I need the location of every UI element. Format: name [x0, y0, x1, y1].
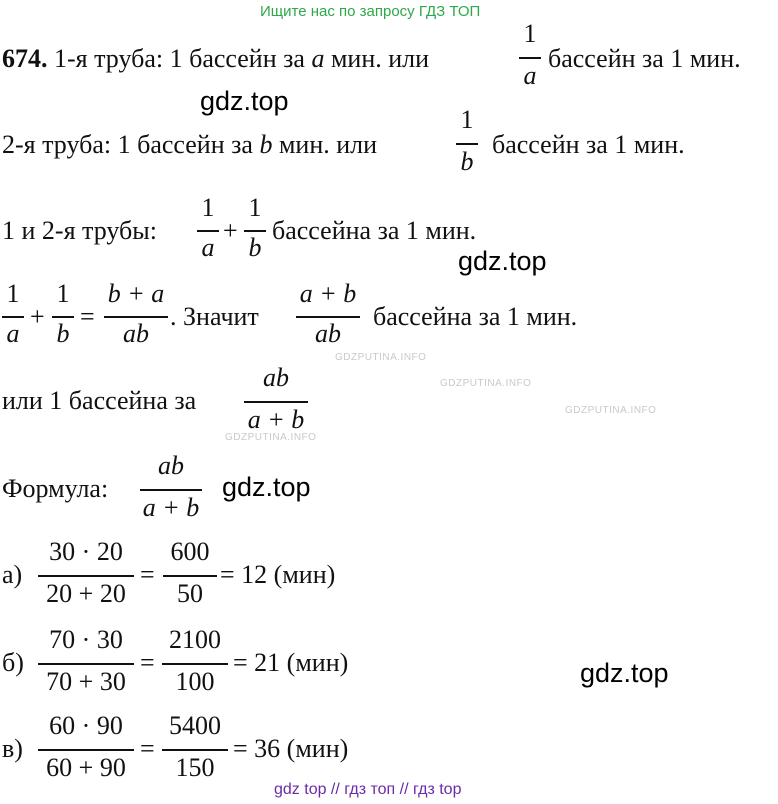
gdz-watermark: gdz.top: [200, 86, 289, 116]
line-2-tail: бассейн за 1 мин.: [492, 130, 685, 159]
line-4-tail: бассейна за 1 мин.: [373, 302, 578, 331]
line-3-label: 1 и 2-я трубы:: [2, 216, 157, 245]
gdz-watermark: gdz.top: [222, 472, 311, 502]
top-banner: Ищите нас по запросу ГДЗ ТОП: [260, 3, 481, 20]
line-2: 2-я труба: 1 бассейн за b мин. или: [2, 130, 378, 159]
item-result: = 12 (мин): [220, 560, 336, 589]
item-label: а): [2, 560, 23, 589]
faint-watermark: GDZPUTINA.INFO: [440, 378, 532, 389]
faint-watermark: GDZPUTINA.INFO: [225, 432, 317, 443]
footer-links[interactable]: gdz top // гдз топ // гдз top: [274, 781, 462, 798]
gdz-watermark: gdz.top: [458, 246, 547, 276]
item-result: = 21 (мин): [233, 648, 349, 677]
item-result: = 36 (мин): [233, 734, 349, 763]
gdz-watermark: gdz.top: [580, 658, 669, 688]
line-1-tail: бассейн за 1 мин.: [548, 44, 741, 73]
formula-label: Формула:: [2, 474, 109, 503]
problem-number: 674.: [2, 44, 48, 73]
line-5-label: или 1 бассейна за: [2, 386, 197, 415]
faint-watermark: GDZPUTINA.INFO: [335, 352, 427, 363]
faint-watermark: GDZPUTINA.INFO: [565, 405, 657, 416]
line-3-tail: бассейна за 1 мин.: [272, 216, 477, 245]
line-1: 674. 1-я труба: 1 бассейн за a мин. или: [2, 44, 430, 73]
item-label: б): [2, 648, 24, 677]
item-label: в): [2, 734, 23, 763]
